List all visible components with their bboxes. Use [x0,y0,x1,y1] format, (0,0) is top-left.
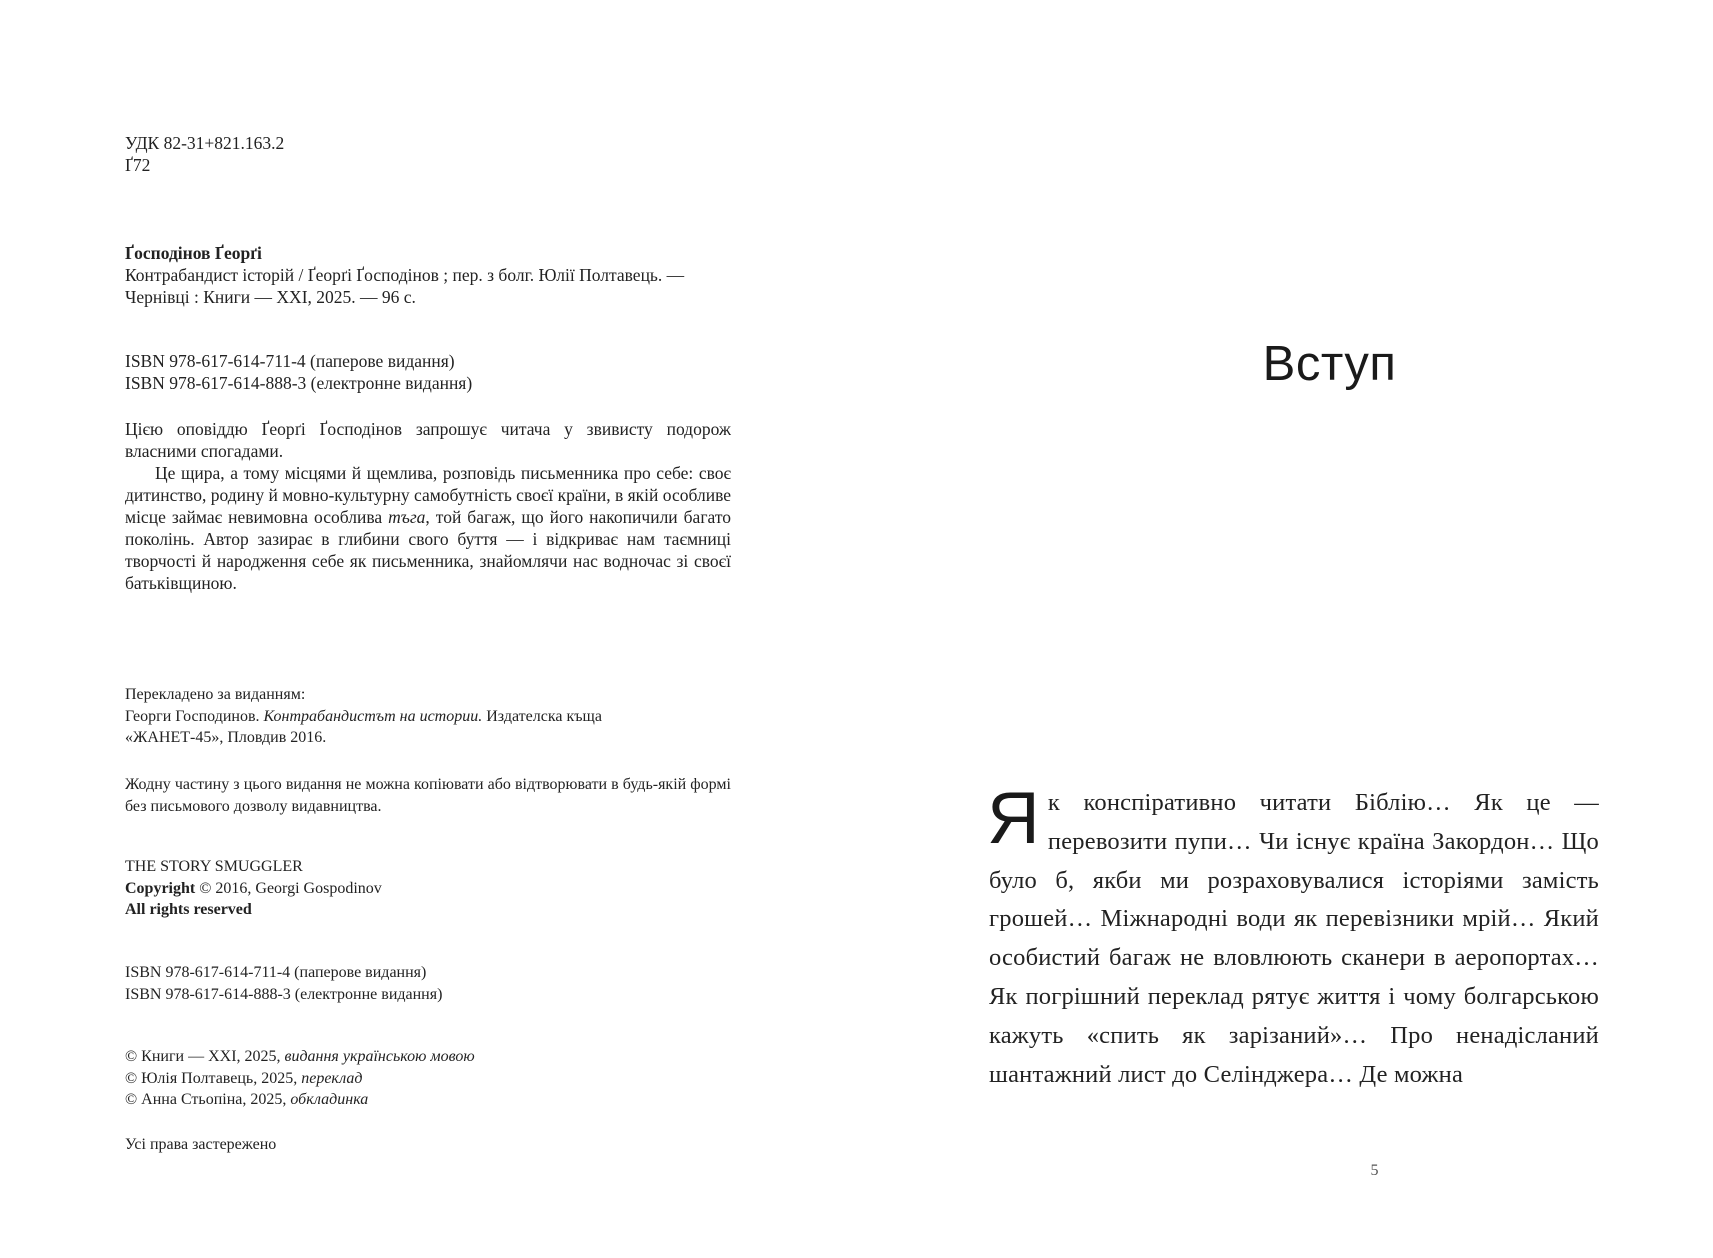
drop-cap: Я [987,778,1040,859]
chapter-body [987,778,1599,1094]
bib-entry: Контрабандист історій / Ґеорґі Ґосподінов ; пер. з болг. Юлії Полтавець. — Чернівці : Книги — ХХІ, 2025. — 96 с. [125,265,685,307]
body-text: к конспіративно читати Біблію… Як це — перевозити пупи… Чи існує країна Закордон… Що було б, якби ми розраховувалися історіями замість грошей… Міжнародні води як перевізники мрій… Який особистий багаж не вловлюють сканери в аеропортах… Як погрішний переклад рятує життя і чому болгарською кажуть «спить як зарізаний»… Про ненадісланий шантажний лист до Селінджера… Де можна [989,789,1599,1088]
annotation-text-1: Це щира, а тому місцями й щемлива, розповідь письменника про себе: своє дитинство, родину й мовно-культурну самобутність своєї країни, в якій особливе місце займає невимовна особлива [125,463,731,527]
udk-line: УДК 82-31+821.163.2 [125,133,285,153]
original-publisher-1: Издателска къща [482,707,602,725]
credit-translator [125,1068,731,1090]
right-page [856,0,1713,1258]
annotation-text-2: , той багаж, що його накопичили багато поколінь. Автор зазирає в глибини свого буття — і відкриває нам таємниці творчості й народження себе як письменника, знайомлячи нас водночас зі своєї батьківщиною. [125,507,731,593]
translated-from-label: Перекладено за виданням: [125,686,306,703]
copyright-label: Copyright [125,879,196,897]
udk-block [125,132,731,176]
credit-publisher-role: видання українською мовою [284,1048,475,1065]
credit-translator-text: © Юлія Полтавець, 2025, [125,1069,302,1087]
copy-notice: Жодну частину з цього видання не можна копіювати або відтворювати в будь-якій формі без письмового дозволу видавництва. [125,776,731,815]
rights-reserved-en: All rights reserved [125,901,252,918]
author-heading: Ґосподінов Ґеорґі [125,243,262,263]
copyright-text: © 2016, Georgi Gospodinov [195,879,382,897]
copyright-line [125,878,731,900]
chapter-title: Вступ [1262,337,1397,391]
isbn-block-2 [125,962,731,1005]
original-edition [125,706,731,728]
credit-translator-role: переклад [301,1069,363,1087]
original-edition-block [125,684,731,749]
left-page [0,0,856,1258]
udk-code: Ґ72 [125,155,151,175]
isbn-ebook-2: ISBN 978-617-614-888-3 (електронне видання) [125,985,443,1003]
annotation-paragraph-1: Цією оповіддю Ґеорґі Ґосподінов запрошує читача у звивисту подорож власними спогадами. [125,419,731,461]
isbn-print-2: ISBN 978-617-614-711-4 (паперове видання) [125,964,427,981]
copyright-en-block [125,856,731,921]
original-author: Георги Господинов. [125,707,264,725]
body-paragraph [987,778,1599,1094]
isbn-ebook: ISBN 978-617-614-888-3 (електронне видання) [125,373,473,393]
credit-cover [125,1089,731,1111]
original-title: Контрабандистът на истории. [263,707,483,725]
page-number: 5 [1370,1162,1379,1179]
credits-block [125,1046,731,1111]
isbn-print: ISBN 978-617-614-711-4 (паперове видання) [125,351,455,371]
rights-reserved-ua: Усі права застережено [125,1136,277,1153]
annotation [125,418,731,594]
original-publisher-2: «ЖАНЕТ-45», Пловдив 2016. [125,729,327,746]
original-title-en: THE STORY SMUGGLER [125,858,303,875]
credit-publisher [125,1046,731,1068]
annotation-italic-word: тъга [388,507,426,527]
isbn-block-1 [125,350,731,394]
bibliographic-record [125,242,731,308]
credit-publisher-text: © Книги — ХХІ, 2025, [125,1048,285,1065]
credit-cover-role: обкладинка [290,1091,369,1108]
credit-cover-text: © Анна Стьопіна, 2025, [125,1091,291,1108]
annotation-paragraph-2 [125,462,731,594]
